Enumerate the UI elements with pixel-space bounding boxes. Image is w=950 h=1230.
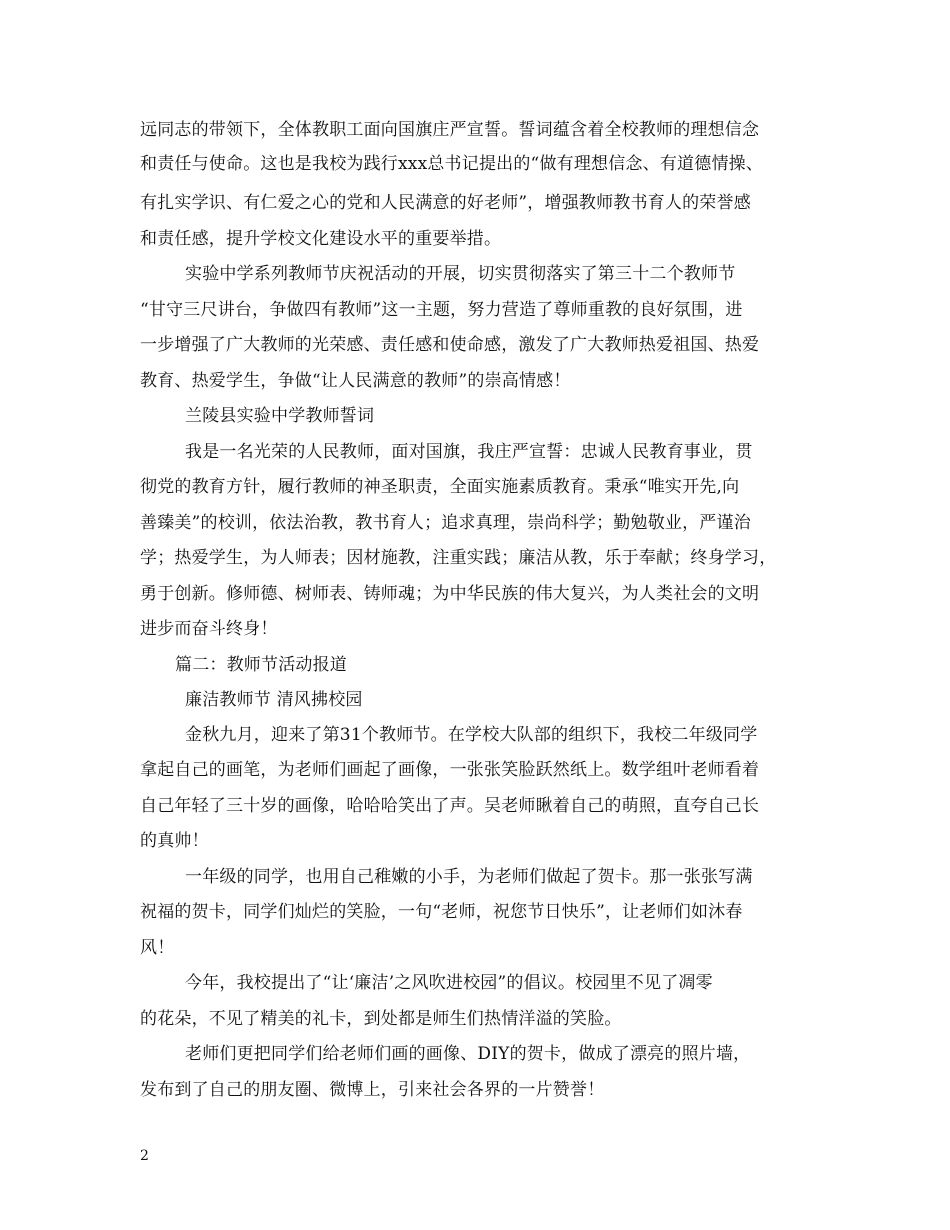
text-line: “甘守三尺讲台，争做四有教师”这一主题，努力营造了尊师重教的良好氛围，进	[140, 300, 743, 320]
text-line: 一年级的同学，也用自己稚嫩的小手，为老师们做起了贺卡。那一张张写满	[185, 867, 753, 887]
text-line: 金秋九月，迎来了第31个教师节。在学校大队部的组织下，我校二年级同学	[185, 725, 758, 745]
text-line: 老师们更把同学们给老师们画的画像、DIY的贺卡，做成了漂亮的照片墙，	[185, 1044, 751, 1064]
text-line: 教育、热爱学生，争做“让人民满意的教师”的崇高情感！	[140, 371, 571, 391]
page-number: 2	[140, 1148, 149, 1164]
text-line: 远同志的带领下，全体教职工面向国旗庄严宣誓。誓词蕴含着全校教师的理想信念	[140, 120, 760, 140]
text-line: 和责任感，提升学校文化建设水平的重要举措。	[140, 229, 502, 249]
text-line: 拿起自己的画笔，为老师们画起了画像，一张张笑脸跃然纸上。数学组叶老师看着	[140, 760, 760, 780]
text-line: 的花朵，不见了精美的礼卡，到处都是师生们热情洋溢的笑脸。	[140, 1009, 622, 1029]
text-line: 彻党的教育方针，履行教师的神圣职责，全面实施素质教育。秉承“唯实开先,向	[140, 477, 740, 497]
text-line: 进步而奋斗终身！	[140, 619, 278, 639]
text-line: 有扎实学识、有仁爱之心的党和人民满意的好老师”，增强教师教书育人的荣誉感	[140, 193, 751, 213]
text-line: 的真帅！	[140, 831, 209, 851]
text-line: 我是一名光荣的人民教师，面对国旗，我庄严宣誓：忠诚人民教育事业，贯	[185, 442, 753, 462]
text-line: 祝福的贺卡，同学们灿烂的笑脸，一句“老师，祝您节日快乐”，让老师们如沐春	[140, 902, 743, 922]
text-line: 实验中学系列教师节庆祝活动的开展，切实贯彻落实了第三十二个教师节	[185, 264, 736, 284]
text-line: 今年，我校提出了“让‘廉洁’之风吹进校园”的倡议。校园里不见了凋零	[185, 973, 713, 993]
article-title: 廉洁教师节 清风拂校园	[185, 690, 363, 710]
section-heading: 兰陵县实验中学教师誓词	[185, 406, 375, 426]
text-line: 勇于创新。修师德、树师表、铸师魂；为中华民族的伟大复兴，为人类社会的文明	[140, 584, 760, 604]
text-line: 一步增强了广大教师的光荣感、责任感和使命感，激发了广大教师热爱祖国、热爱	[140, 335, 760, 355]
text-line: 和责任与使命。这也是我校为践行xxx总书记提出的“做有理想信念、有道德情操、	[140, 154, 764, 174]
text-line: 自己年轻了三十岁的画像，哈哈哈笑出了声。吴老师瞅着自己的萌照，直夸自己长	[140, 796, 760, 816]
section-heading: 篇二：教师节活动报道	[175, 655, 347, 675]
text-line: 善臻美”的校训，依法治教，教书育人；追求真理，崇尚科学；勤勉敬业，严谨治	[140, 513, 751, 533]
text-line: 学；热爱学生，为人师表；因材施教，注重实践；廉洁从教，乐于奉献；终身学习，	[140, 548, 777, 568]
text-line: 风！	[140, 938, 175, 958]
text-line: 发布到了自己的朋友圈、微博上，引来社会各界的一片赞誉！	[140, 1080, 605, 1100]
